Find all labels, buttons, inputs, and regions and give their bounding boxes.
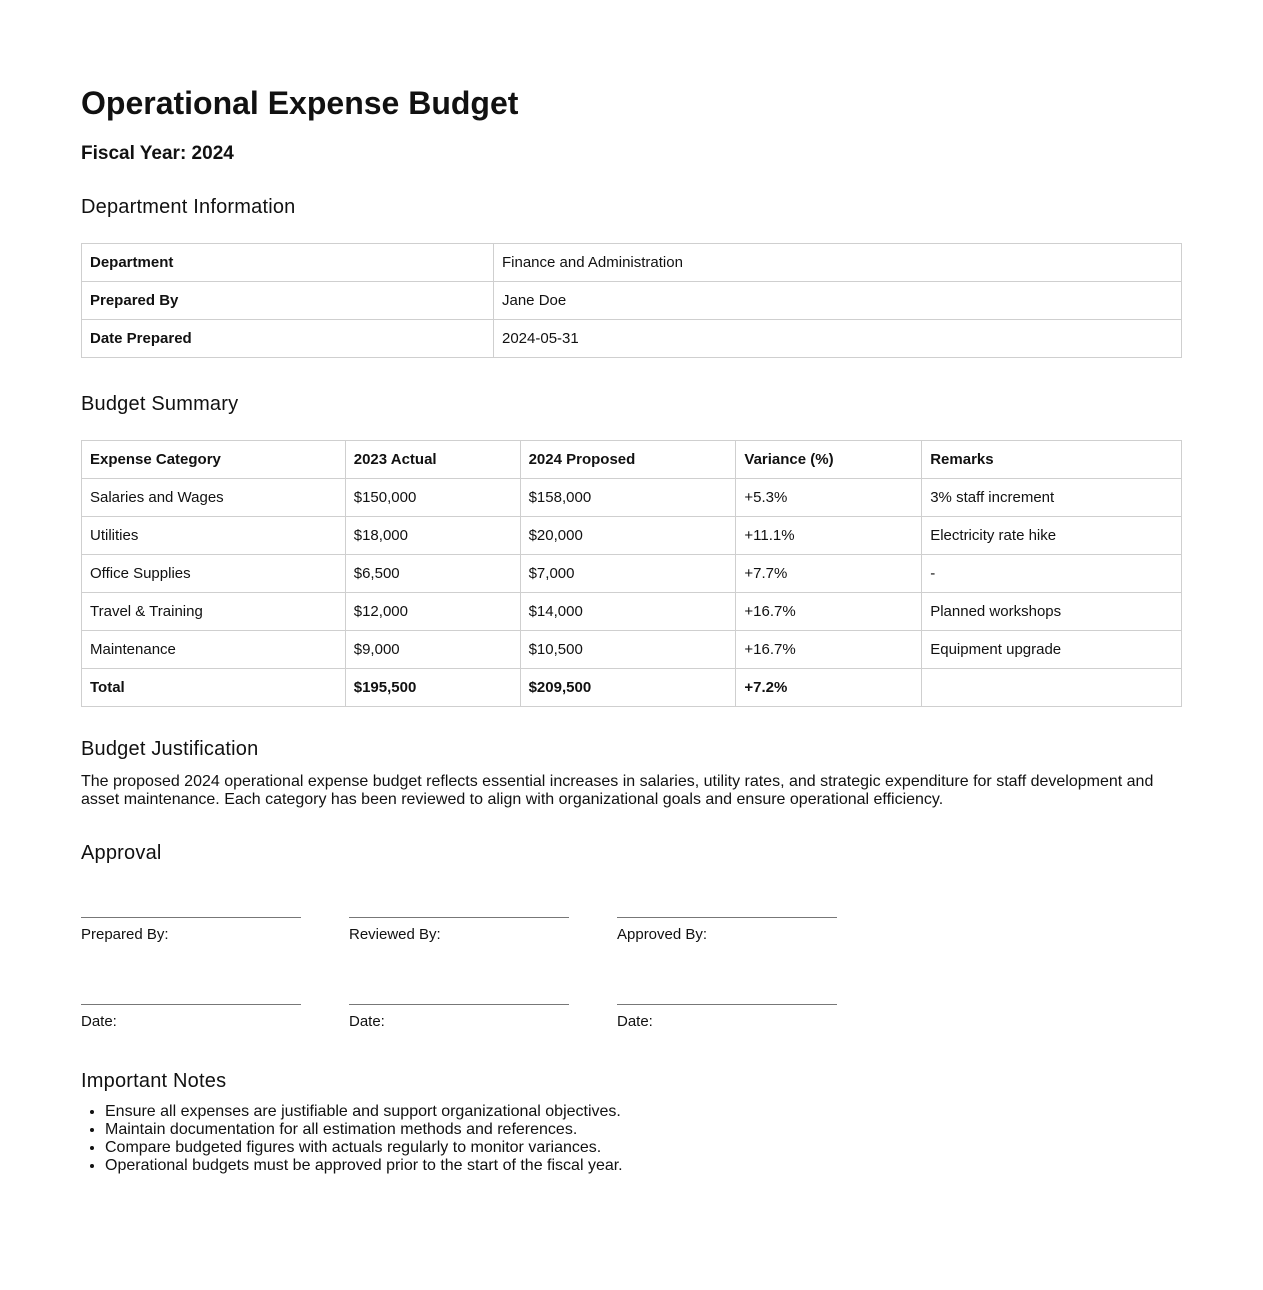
table-row — [82, 631, 1182, 669]
table-row — [82, 320, 1182, 358]
table-row — [82, 593, 1182, 631]
signature-block-approved — [617, 917, 837, 944]
justification-text: The proposed 2024 operational expense budget reflects essential increases in salaries, utility rates, and strategic expenditure for staff development and asset maintenance. Each category has been reviewed to align with organizational goals and ensure operational efficiency. — [81, 773, 1154, 808]
table-cell: 3% staff increment — [922, 479, 1182, 517]
table-cell: Office Supplies — [82, 555, 346, 593]
date-line — [81, 1004, 301, 1005]
total-cell — [922, 669, 1182, 707]
signature-block-prepared — [81, 917, 301, 944]
table-cell: $12,000 — [345, 593, 520, 631]
column-header: Expense Category — [82, 441, 346, 479]
date-block-approved — [617, 1004, 837, 1031]
approval-heading: Approval — [81, 842, 162, 864]
department-info-heading: Department Information — [81, 196, 296, 218]
signature-grid — [81, 917, 1182, 1031]
list-item: • Operational budgets must be approved prior to the start of the fiscal year. — [105, 1157, 1182, 1175]
date-block-reviewed — [349, 1004, 569, 1031]
table-row — [82, 282, 1182, 320]
signature-label: Prepared By: — [81, 926, 169, 943]
column-header: Remarks — [922, 441, 1182, 479]
date-line — [349, 1004, 569, 1005]
table-cell: $6,500 — [345, 555, 520, 593]
info-label: Date Prepared — [82, 320, 494, 358]
info-label: Prepared By — [82, 282, 494, 320]
table-cell: +7.7% — [736, 555, 922, 593]
total-cell: $209,500 — [520, 669, 736, 707]
table-cell: Electricity rate hike — [922, 517, 1182, 555]
table-cell: +5.3% — [736, 479, 922, 517]
signature-label: Approved By: — [617, 926, 708, 943]
list-item: • Compare budgeted figures with actuals regularly to monitor variances. — [105, 1139, 1182, 1157]
page-title: Operational Expense Budget — [81, 85, 519, 121]
date-block-prepared — [81, 1004, 301, 1031]
notes-list — [81, 1103, 1182, 1175]
total-cell: +7.2% — [736, 669, 922, 707]
table-cell: Equipment upgrade — [922, 631, 1182, 669]
table-cell: Maintenance — [82, 631, 346, 669]
table-row — [82, 517, 1182, 555]
date-label: Date: — [349, 1013, 385, 1030]
table-cell: - — [922, 555, 1182, 593]
date-label: Date: — [617, 1013, 653, 1030]
table-header-row — [82, 441, 1182, 479]
date-label: Date: — [81, 1013, 117, 1030]
notes-heading: Important Notes — [81, 1070, 227, 1092]
fiscal-year: Fiscal Year: 2024 — [81, 143, 234, 164]
department-info-table — [81, 243, 1182, 358]
table-cell: $14,000 — [520, 593, 736, 631]
table-cell: Planned workshops — [922, 593, 1182, 631]
date-line — [617, 1004, 837, 1005]
table-cell: Salaries and Wages — [82, 479, 346, 517]
total-cell: Total — [82, 669, 346, 707]
justification-heading: Budget Justification — [81, 738, 259, 760]
table-cell: Utilities — [82, 517, 346, 555]
table-row — [82, 479, 1182, 517]
info-value: Jane Doe — [494, 282, 1182, 320]
signature-block-reviewed — [349, 917, 569, 944]
list-item: • Maintain documentation for all estimation methods and references. — [105, 1121, 1182, 1139]
table-cell: +16.7% — [736, 631, 922, 669]
info-value: 2024-05-31 — [494, 320, 1182, 358]
table-cell: $158,000 — [520, 479, 736, 517]
table-cell: $10,500 — [520, 631, 736, 669]
table-row — [82, 244, 1182, 282]
column-header: 2024 Proposed — [520, 441, 736, 479]
column-header: 2023 Actual — [345, 441, 520, 479]
info-label: Department — [82, 244, 494, 282]
table-cell: $18,000 — [345, 517, 520, 555]
total-row — [82, 669, 1182, 707]
list-item: • Ensure all expenses are justifiable and support organizational objectives. — [105, 1103, 1182, 1121]
table-cell: +16.7% — [736, 593, 922, 631]
table-cell: $20,000 — [520, 517, 736, 555]
table-cell: +11.1% — [736, 517, 922, 555]
table-cell: $9,000 — [345, 631, 520, 669]
signature-line — [349, 917, 569, 918]
signature-line — [81, 917, 301, 918]
budget-summary-table — [81, 440, 1182, 707]
signature-line — [617, 917, 837, 918]
signature-label: Reviewed By: — [349, 926, 441, 943]
total-cell: $195,500 — [345, 669, 520, 707]
info-value: Finance and Administration — [494, 244, 1182, 282]
column-header: Variance (%) — [736, 441, 922, 479]
budget-summary-heading: Budget Summary — [81, 393, 239, 415]
table-row — [82, 555, 1182, 593]
table-cell: $150,000 — [345, 479, 520, 517]
table-cell: Travel & Training — [82, 593, 346, 631]
table-cell: $7,000 — [520, 555, 736, 593]
